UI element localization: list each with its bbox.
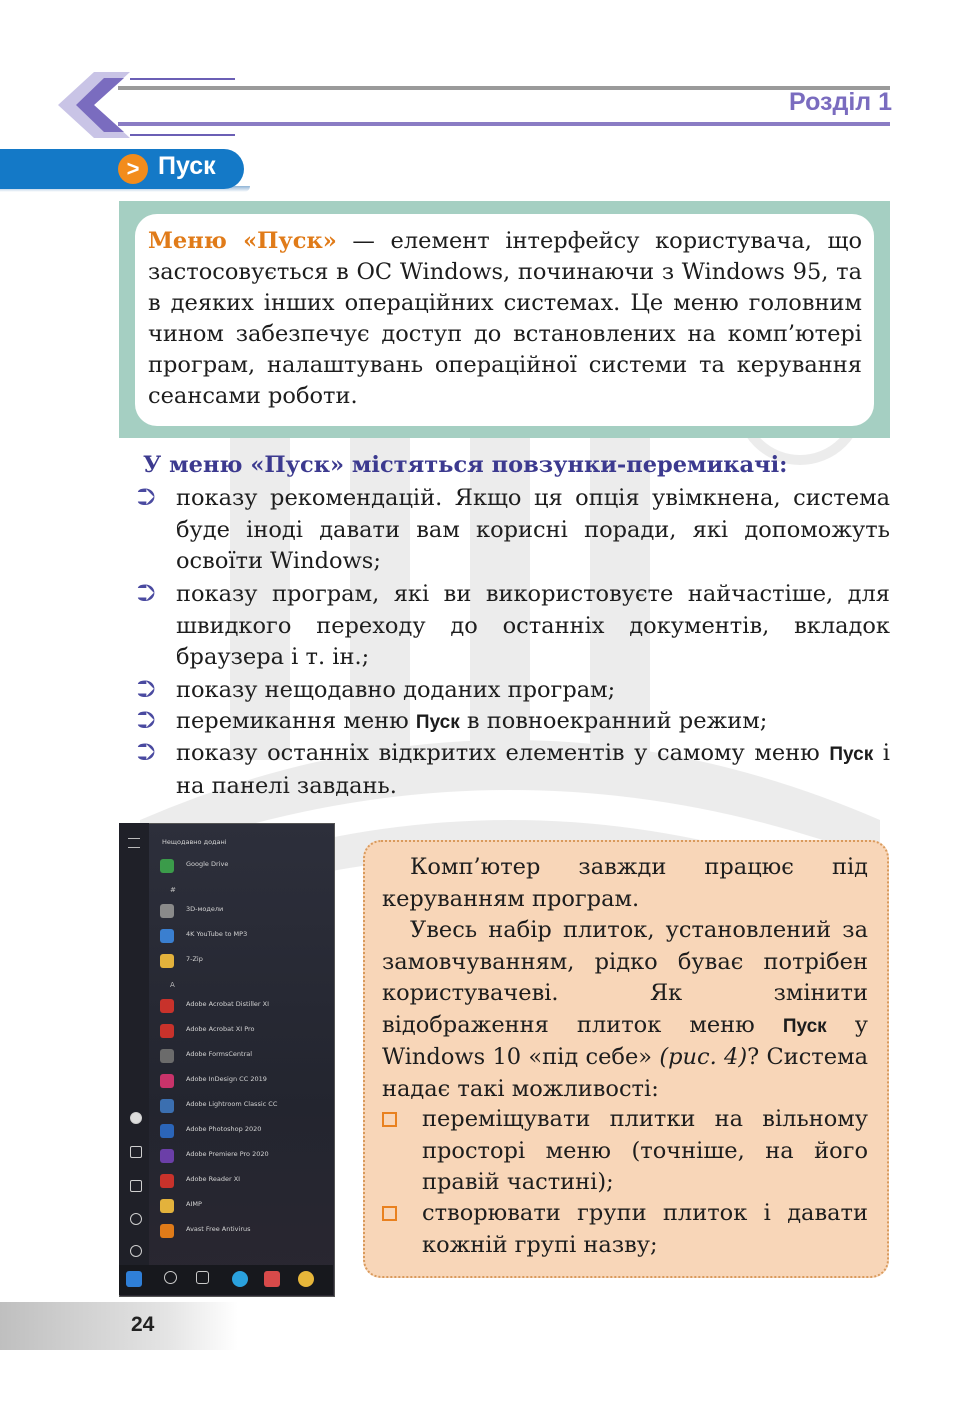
app-icon bbox=[160, 859, 174, 873]
app-icon bbox=[160, 1124, 174, 1138]
app-icon bbox=[160, 1049, 174, 1063]
definition-term: Меню «Пуск» bbox=[148, 228, 337, 254]
note-text-run: Увесь набір плиток, установлений за замовчуванням, рідко буває потрібен користувачеві. Як змінити відображення плиток меню bbox=[382, 917, 868, 1038]
footer-band bbox=[0, 1302, 238, 1350]
app-icon bbox=[160, 1074, 174, 1088]
pictures-icon bbox=[130, 1180, 142, 1192]
app-icon bbox=[160, 1024, 174, 1038]
arrow-bullet-icon: ⮊ bbox=[137, 675, 156, 703]
app-icon bbox=[264, 1271, 280, 1287]
power-icon bbox=[130, 1245, 142, 1257]
hamburger-icon bbox=[128, 838, 140, 848]
list-heading: У меню «Пуск» містяться повзунки-перемикачі: bbox=[143, 452, 788, 478]
list-item: показу рекомендацій. Якщо ця опція увімкнена, система буде іноді давати вам корисні поради, які допоможуть освоїти Windows; bbox=[176, 485, 890, 574]
list-item: показу програм, які ви використовуєте найчастіше, для швидкого переходу до останніх документів, вкладок браузера і т. ін.; bbox=[176, 581, 890, 670]
list-item-text: перемикання меню bbox=[176, 708, 416, 734]
app-label: Google Drive bbox=[186, 860, 229, 868]
list-item-text: в повноекранний режим; bbox=[459, 708, 768, 734]
browser-icon bbox=[298, 1271, 314, 1287]
list-item: показу нещодавно доданих програм; bbox=[176, 677, 616, 703]
app-icon bbox=[160, 954, 174, 968]
task-view-icon bbox=[196, 1271, 209, 1284]
chevron-left-icon bbox=[58, 72, 130, 138]
definition-text bbox=[148, 226, 862, 412]
chapter-title: Розділ 1 bbox=[789, 88, 892, 116]
windows-start-icon bbox=[126, 1271, 142, 1287]
note-text-run: ? Система надає такі можливості: bbox=[382, 1044, 868, 1102]
app-label: Adobe Lightroom Classic CC bbox=[186, 1100, 278, 1108]
menu-name: Пуск bbox=[415, 712, 460, 733]
app-label: Adobe Premiere Pro 2020 bbox=[186, 1150, 269, 1158]
app-label: 4K YouTube to MP3 bbox=[186, 930, 248, 938]
app-label: 7-Zip bbox=[186, 955, 203, 963]
arrow-bullet-icon: ⮊ bbox=[137, 483, 156, 511]
header-rule-bottom bbox=[118, 122, 890, 126]
app-icon bbox=[160, 1199, 174, 1213]
app-icon bbox=[160, 1099, 174, 1113]
app-icon bbox=[160, 1149, 174, 1163]
search-icon bbox=[164, 1271, 177, 1284]
note-text bbox=[382, 852, 868, 1105]
app-icon bbox=[160, 929, 174, 943]
app-label: AIMP bbox=[186, 1200, 202, 1208]
app-label: Adobe FormsCentral bbox=[186, 1050, 253, 1058]
page-number: 24 bbox=[131, 1313, 155, 1336]
list-item-text: і на панелі завдань. bbox=[176, 740, 890, 799]
app-icon bbox=[160, 1174, 174, 1188]
user-avatar-icon bbox=[130, 1112, 142, 1124]
app-group-letter: # bbox=[170, 886, 176, 894]
settings-gear-icon bbox=[130, 1213, 142, 1225]
app-label: Adobe Acrobat Distiller XI bbox=[186, 1000, 270, 1008]
checkbox-bullet-icon bbox=[382, 1206, 397, 1221]
app-label: Adobe InDesign CC 2019 bbox=[186, 1075, 267, 1083]
app-label: 3D-модели bbox=[186, 905, 224, 913]
app-icon bbox=[160, 1224, 174, 1238]
list-item bbox=[176, 706, 890, 739]
note-text-run: у Windows 10 «під себе» bbox=[382, 1011, 868, 1070]
recently-added-heading: Нещодавно додані bbox=[162, 838, 227, 846]
menu-name: Пуск bbox=[782, 1015, 827, 1037]
section-arrow-icon: > bbox=[118, 154, 148, 184]
menu-name: Пуск bbox=[829, 744, 874, 765]
list-item bbox=[176, 738, 890, 802]
list-item-text: показу останніх відкритих елементів у самому меню bbox=[176, 740, 830, 766]
figure-reference: (рис. 4) bbox=[659, 1044, 748, 1070]
arrow-bullet-icon: ⮊ bbox=[137, 738, 156, 766]
section-title: Пуск bbox=[158, 152, 216, 180]
app-label: Adobe Photoshop 2020 bbox=[186, 1125, 262, 1133]
arrow-bullet-icon: ⮊ bbox=[137, 579, 156, 607]
note-list-item: переміщувати плитки на вільному просторі меню (точніше, на його правій частині); bbox=[422, 1106, 868, 1195]
app-icon bbox=[160, 999, 174, 1013]
arrow-bullet-icon: ⮊ bbox=[137, 706, 156, 734]
app-icon bbox=[160, 904, 174, 918]
telegram-icon bbox=[232, 1271, 248, 1287]
note-list-item: створювати групи плиток і давати кожній групі назву; bbox=[422, 1200, 868, 1258]
note-paragraph: Комп’ютер завжди працює під керуванням програм. bbox=[382, 854, 868, 912]
app-label: Avast Free Antivirus bbox=[186, 1225, 251, 1233]
document-icon bbox=[130, 1146, 142, 1158]
checkbox-bullet-icon bbox=[382, 1112, 397, 1127]
header-thin-rule bbox=[130, 78, 235, 80]
app-label: Adobe Reader XI bbox=[186, 1175, 241, 1183]
definition-body: — елемент інтерфейсу користувача, що застосовується в ОС Windows, починаючи з Windows 95, та в деяких інших операційних системах. Це меню головним чином забезпечує доступ до встановлених на комп’ютері програм, налаштувань операційної системи та керування сеансами роботи. bbox=[148, 228, 862, 409]
app-group-letter: A bbox=[170, 981, 175, 989]
app-label: Adobe Acrobat XI Pro bbox=[186, 1025, 255, 1033]
header-thin-rule bbox=[130, 134, 235, 136]
note-paragraph bbox=[382, 915, 868, 1105]
